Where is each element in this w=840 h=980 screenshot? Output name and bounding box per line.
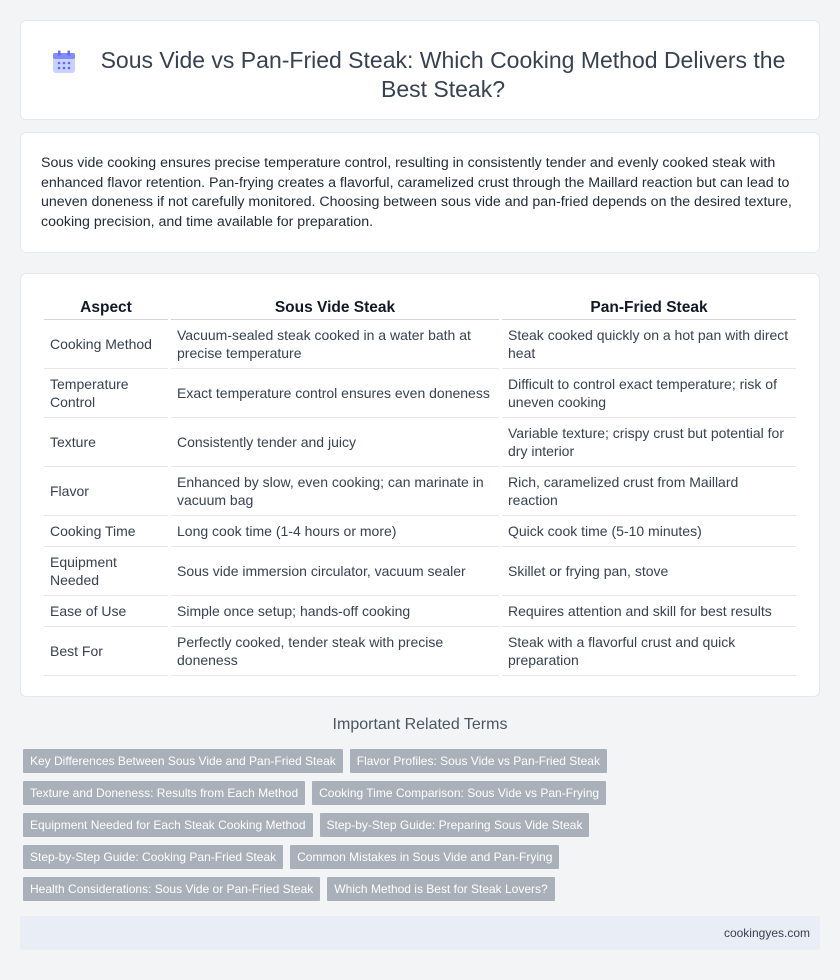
- comparison-card: [20, 273, 820, 697]
- cell-pan-fried: Rich, caramelized crust from Maillard reaction: [502, 467, 796, 516]
- cell-sous-vide: Exact temperature control ensures even doneness: [171, 369, 499, 418]
- cell-sous-vide: Long cook time (1-4 hours or more): [171, 516, 499, 547]
- cell-aspect: Cooking Time: [44, 516, 168, 547]
- cell-sous-vide: Sous vide immersion circulator, vacuum sealer: [171, 547, 499, 596]
- related-term-link[interactable]: Key Differences Between Sous Vide and Pan-Fried Steak: [23, 749, 343, 773]
- cell-pan-fried: Variable texture; crispy crust but potential for dry interior: [502, 418, 796, 467]
- footer-site-link[interactable]: cookingyes.com: [723, 926, 810, 940]
- related-term-link[interactable]: Health Considerations: Sous Vide or Pan-Fried Steak: [23, 877, 320, 901]
- related-term-link[interactable]: Flavor Profiles: Sous Vide vs Pan-Fried Steak: [350, 749, 607, 773]
- cell-aspect: Cooking Method: [44, 320, 168, 369]
- cell-sous-vide: Perfectly cooked, tender steak with precise doneness: [171, 627, 499, 676]
- cell-aspect: Texture: [44, 418, 168, 467]
- related-term-link[interactable]: Texture and Doneness: Results from Each Method: [23, 781, 305, 805]
- related-term-link[interactable]: Common Mistakes in Sous Vide and Pan-Frying: [290, 845, 559, 869]
- table-row: [44, 320, 796, 369]
- intro-card: [20, 132, 820, 253]
- related-term-link[interactable]: Cooking Time Comparison: Sous Vide vs Pan-Frying: [312, 781, 606, 805]
- related-terms-list: [23, 749, 623, 909]
- table-header-row: [44, 294, 796, 320]
- related-term-link[interactable]: Step-by-Step Guide: Preparing Sous Vide Steak: [320, 813, 590, 837]
- cell-sous-vide: Simple once setup; hands-off cooking: [171, 596, 499, 627]
- footer: [20, 916, 820, 950]
- header-pan-fried: Pan-Fried Steak: [502, 294, 796, 320]
- cell-pan-fried: Quick cook time (5-10 minutes): [502, 516, 796, 547]
- page-title: Sous Vide vs Pan-Fried Steak: Which Cooking Method Delivers the Best Steak?: [100, 47, 786, 102]
- related-term-link[interactable]: Equipment Needed for Each Steak Cooking Method: [23, 813, 313, 837]
- header-sous-vide: Sous Vide Steak: [171, 294, 499, 320]
- cell-aspect: Equipment Needed: [44, 547, 168, 596]
- cell-aspect: Flavor: [44, 467, 168, 516]
- header-card: [20, 20, 820, 120]
- calendar-icon: [51, 49, 77, 75]
- related-term-link[interactable]: Step-by-Step Guide: Cooking Pan-Fried Steak: [23, 845, 283, 869]
- cell-sous-vide: Enhanced by slow, even cooking; can marinate in vacuum bag: [171, 467, 499, 516]
- cell-sous-vide: Vacuum-sealed steak cooked in a water bath at precise temperature: [171, 320, 499, 369]
- cell-pan-fried: Requires attention and skill for best results: [502, 596, 796, 627]
- table-row: [44, 547, 796, 596]
- cell-sous-vide: Consistently tender and juicy: [171, 418, 499, 467]
- related-term-link[interactable]: Which Method is Best for Steak Lovers?: [327, 877, 554, 901]
- cell-aspect: Best For: [44, 627, 168, 676]
- cell-pan-fried: Difficult to control exact temperature; risk of uneven cooking: [502, 369, 796, 418]
- table-row: [44, 596, 796, 627]
- cell-pan-fried: Steak cooked quickly on a hot pan with direct heat: [502, 320, 796, 369]
- table-row: [44, 627, 796, 676]
- cell-pan-fried: Steak with a flavorful crust and quick preparation: [502, 627, 796, 676]
- table-row: [44, 516, 796, 547]
- cell-aspect: Temperature Control: [44, 369, 168, 418]
- cell-aspect: Ease of Use: [44, 596, 168, 627]
- related-terms-title: Important Related Terms: [332, 716, 508, 733]
- table-row: [44, 418, 796, 467]
- intro-paragraph: Sous vide cooking ensures precise temperature control, resulting in consistently tender and evenly cooked steak with enhanced flavor retention. Pan-frying creates a flavorful, caramelized crust through the Maillard reaction but can lead to uneven doneness if not carefully monitored. Choosing between sous vide and pan-fried depends on the desired texture, cooking precision, and time available for preparation.: [41, 155, 792, 230]
- header-aspect: Aspect: [44, 294, 168, 320]
- cell-pan-fried: Skillet or frying pan, stove: [502, 547, 796, 596]
- comparison-table: [41, 294, 799, 676]
- table-row: [44, 467, 796, 516]
- table-row: [44, 369, 796, 418]
